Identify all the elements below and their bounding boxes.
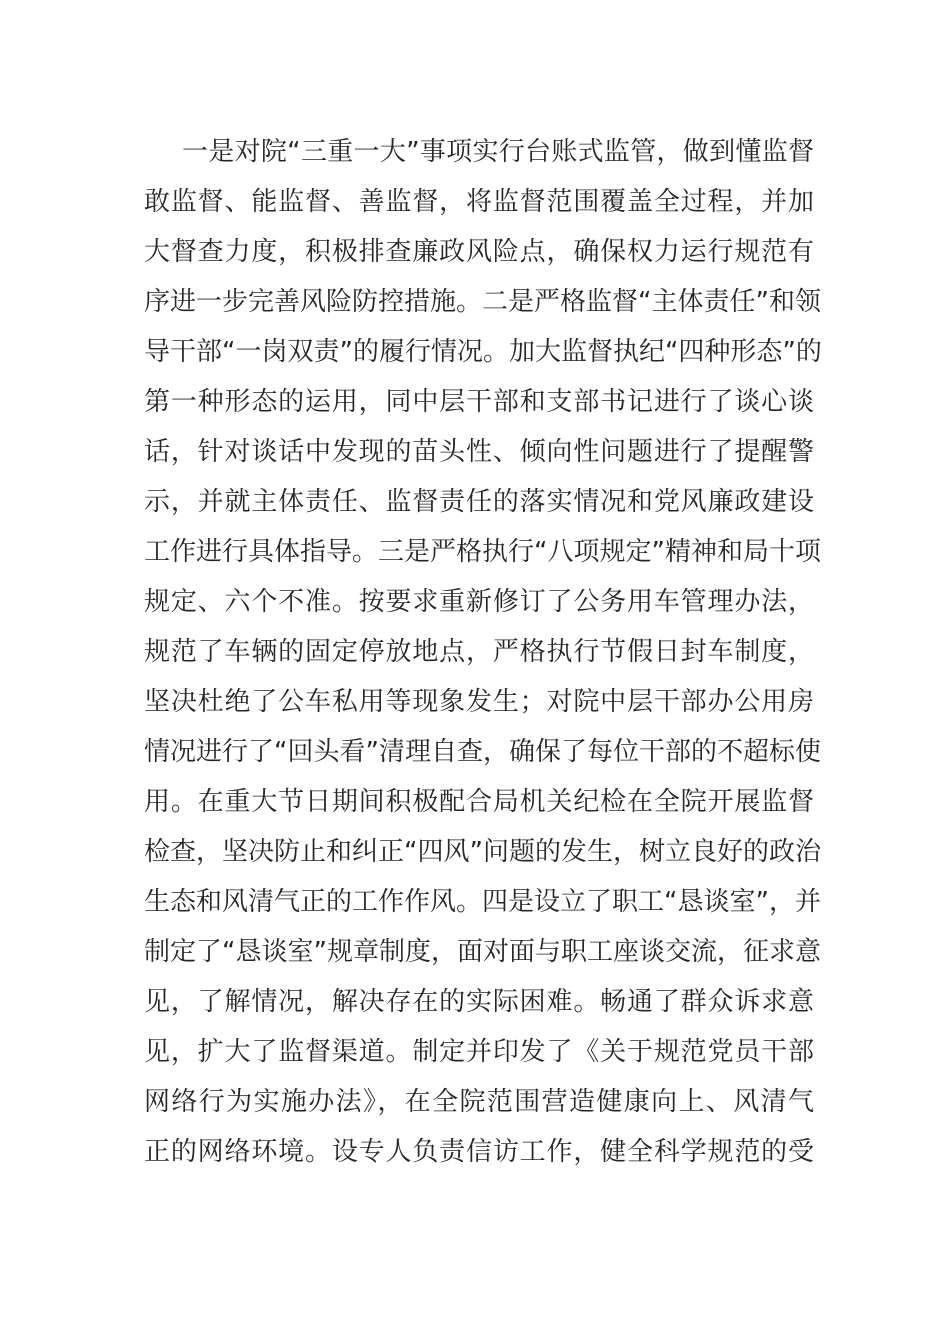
text-line: 见，扩大了监督渠道。制定并印发了《关于规范党员干部 xyxy=(144,1037,814,1067)
text-line: 制定了“恳谈室”规章制度，面对面与职工座谈交流，征求意 xyxy=(144,937,821,967)
text-line: 规定、六个不准。按要求重新修订了公务用车管理办法， xyxy=(144,587,814,617)
text-line: 话，针对谈话中发现的苗头性、倾向性问题进行了提醒警 xyxy=(144,437,814,467)
text-line: 见，了解情况，解决存在的实际困难。畅通了群众诉求意 xyxy=(144,987,814,1017)
text-line: 大督查力度，积极排查廉政风险点，确保权力运行规范有 xyxy=(144,237,814,267)
text-line: 示，并就主体责任、监督责任的落实情况和党风廉政建设 xyxy=(144,487,814,517)
text-line: 序进一步完善风险防控措施。二是严格监督“主体责任”和领 xyxy=(144,287,821,317)
text-line: 坚决杜绝了公车私用等现象发生；对院中层干部办公用房 xyxy=(144,687,814,717)
text-line: 一是对院“三重一大”事项实行台账式监管，做到懂监督 xyxy=(182,137,814,167)
text-line: 情况进行了“回头看”清理自查，确保了每位干部的不超标使 xyxy=(144,737,821,767)
text-line: 网络行为实施办法》，在全院范围营造健康向上、风清气 xyxy=(144,1087,814,1117)
text-line: 敢监督、能监督、善监督，将监督范围覆盖全过程，并加 xyxy=(144,187,814,217)
text-line: 正的网络环境。设专人负责信访工作，健全科学规范的受 xyxy=(144,1137,814,1167)
text-line: 导干部“一岗双责”的履行情况。加大监督执纪“四种形态”的 xyxy=(144,337,822,367)
text-line: 用。在重大节日期间积极配合局机关纪检在全院开展监督 xyxy=(144,787,814,817)
text-line: 检查，坚决防止和纠正“四风”问题的发生，树立良好的政治 xyxy=(144,837,821,867)
text-line: 规范了车辆的固定停放地点，严格执行节假日封车制度， xyxy=(144,637,814,667)
body-paragraph xyxy=(144,127,822,1177)
text-line: 工作进行具体指导。三是严格执行“八项规定”精神和局十项 xyxy=(144,537,821,567)
text-line: 第一种形态的运用，同中层干部和支部书记进行了谈心谈 xyxy=(144,387,814,417)
text-line: 生态和风清气正的工作作风。四是设立了职工“恳谈室”，并 xyxy=(144,887,821,917)
